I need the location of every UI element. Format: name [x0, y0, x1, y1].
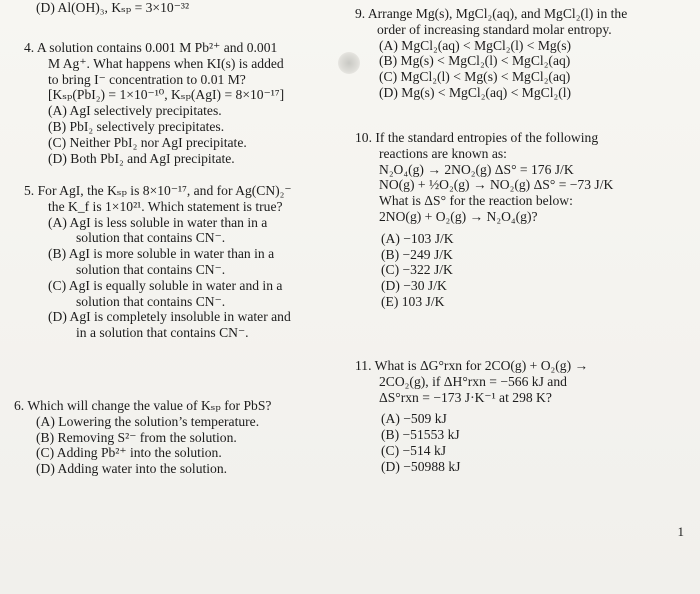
q11-line-1: 2CO₂(g), if ΔH°rxn = −566 kJ and	[379, 373, 567, 389]
q10-choice-b: (B) −249 J/K	[381, 246, 453, 262]
q5-choice-c: (C) AgI is equally soluble in water and in a	[48, 277, 283, 293]
q9-choice-a: (A) MgCl₂(aq) < MgCl₂(l) < Mg(s)	[379, 37, 572, 53]
q6-choice-c: (C) Adding Pb²⁺ into the solution.	[36, 445, 222, 461]
question-10	[355, 130, 685, 310]
q9-line-1: order of increasing standard molar entropy.	[377, 21, 612, 37]
q10-choice-c: (C) −322 J/K	[381, 262, 453, 278]
q10-line-0: 10. If the standard entropies of the following	[355, 130, 599, 145]
q4-line-3: [Kₛₚ(PbI₂) = 1×10⁻¹⁰, Kₛₚ(AgI) = 8×10⁻¹⁷]	[48, 87, 285, 103]
q10-line-5: 2NO(g) + O₂(g) → N₂O₄(g)?	[379, 208, 538, 224]
q11-choice-c: (C) −514 kJ	[381, 442, 447, 458]
q6-line-0: 6. Which will change the value of Kₛₚ for PbS?	[14, 398, 272, 413]
q6-choice-d: (D) Adding water into the solution.	[36, 461, 228, 477]
q11-choice-b: (B) −51553 kJ	[381, 427, 460, 443]
q5-choice-b: (B) AgI is more soluble in water than in a	[48, 246, 275, 262]
q4-choice-a: (A) AgI selectively precipitates.	[48, 103, 222, 119]
q4-choice-d: (D) Both PbI₂ and AgI precipitate.	[48, 150, 235, 166]
q4-line-2: to bring I⁻ concentration to 0.01 M?	[48, 71, 246, 87]
q4-choice-b: (B) PbI₂ selectively precipitates.	[48, 118, 225, 134]
q3-choice-d: (D) Al(OH)₃, Kₛₚ = 3×10⁻³²	[36, 0, 190, 15]
q11-choice-d: (D) −50988 kJ	[381, 458, 461, 474]
question-4	[14, 40, 344, 166]
question-3-choice-d	[14, 0, 344, 16]
q9-choice-b: (B) Mg(s) < MgCl₂(l) < MgCl₂(aq)	[379, 53, 571, 69]
q10-line-4: What is ΔS° for the reaction below:	[379, 193, 573, 209]
q10-choice-d: (D) −30 J/K	[381, 278, 447, 294]
page-number: 1	[677, 524, 684, 539]
q11-line-2: ΔS°rxn = −173 J·K⁻¹ at 298 K?	[379, 389, 552, 405]
q10-line-2: N₂O₄(g) → 2NO₂(g) ΔS° = 176 J/K	[379, 161, 574, 177]
q5-choice-c-cont: solution that contains CN⁻.	[76, 293, 226, 309]
q4-choice-c: (C) Neither PbI₂ nor AgI precipitate.	[48, 134, 247, 150]
question-9	[355, 6, 685, 101]
q10-choice-e: (E) 103 J/K	[381, 293, 445, 309]
question-11	[355, 358, 685, 475]
q10-choice-a: (A) −103 J/K	[381, 230, 454, 246]
question-5	[14, 183, 344, 341]
q9-line-0: 9. Arrange Mg(s), MgCl₂(aq), and MgCl₂(l) in the	[355, 6, 628, 21]
q5-line-0: 5. For AgI, the Kₛₚ is 8×10⁻¹⁷, and for Ag(CN)₂⁻	[24, 183, 292, 198]
q5-choice-d-cont: in a solution that contains CN⁻.	[76, 325, 249, 341]
q9-choice-c: (C) MgCl₂(l) < Mg(s) < MgCl₂(aq)	[379, 69, 571, 85]
q9-choice-d: (D) Mg(s) < MgCl₂(aq) < MgCl₂(l)	[379, 84, 572, 100]
q4-line-0: 4. A solution contains 0.001 M Pb²⁺ and 0.001	[24, 40, 278, 55]
q5-choice-b-cont: solution that contains CN⁻.	[76, 261, 226, 277]
q10-line-1: reactions are known as:	[379, 145, 507, 161]
q11-line-0: 11. What is ΔG°rxn for 2CO(g) + O₂(g) →	[355, 358, 589, 373]
q5-choice-a-cont: solution that contains CN⁻.	[76, 230, 226, 246]
q5-line-1: the K_f is 1×10²¹. Which statement is true?	[48, 198, 283, 214]
q4-line-1: M Ag⁺. What happens when KI(s) is added	[48, 55, 284, 71]
q5-choice-d: (D) AgI is completely insoluble in water and	[48, 309, 291, 325]
q6-choice-a: (A) Lowering the solution’s temperature.	[36, 413, 260, 429]
question-6	[14, 398, 344, 477]
q11-choice-a: (A) −509 kJ	[381, 411, 447, 427]
q10-line-3: NO(g) + ½O₂(g) → NO₂(g) ΔS° = −73 J/K	[379, 177, 614, 193]
q5-choice-a: (A) AgI is less soluble in water than in a	[48, 214, 268, 230]
q6-choice-b: (B) Removing S²⁻ from the solution.	[36, 429, 237, 445]
